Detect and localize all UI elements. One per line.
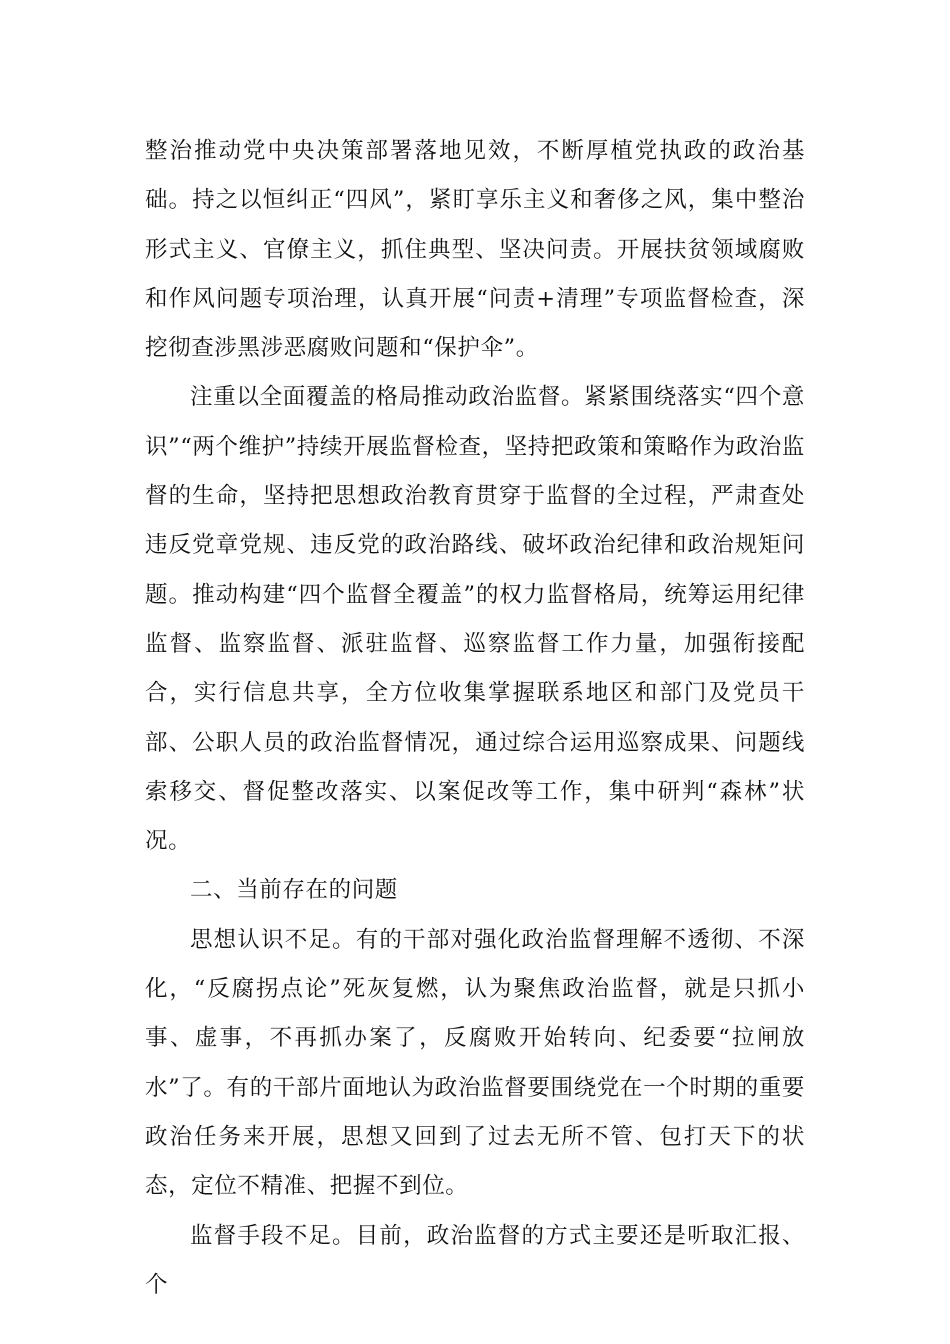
section-heading-current-problems: 二、当前存在的问题 — [190, 877, 398, 904]
paragraph-insufficient-means: 监督手段不足。目前，政治监督的方式主要还是听取汇报、个 — [145, 1222, 805, 1298]
paragraph-political-supervision: 注重以全面覆盖的格局推动政治监督。紧紧围绕落实“四个意识”“两个维护”持续开展监督检查，坚持把政策和策略作为政治监督的生命，坚持把思想政治教育贯穿于监督的全过程，严肃查处违反党章党规、违反党的政治路线、破坏政治纪律和政治规矩问题。推动构建“四个监督全覆盖”的权力监督格局，统筹运用纪律监督、监察监督、派驻监督、巡察监督工作力量，加强衔接配合，实行信息共享，全方位收集掌握联系地区和部门及党员干部、公职人员的政治监督情况，通过综合运用巡察成果、问题线索移交、督促整改落实、以案促改等工作，集中研判“森林”状况。 — [145, 384, 806, 855]
document-body — [145, 127, 805, 1310]
paragraph-continuation: 整治推动党中央决策部署落地见效，不断厚植党执政的政治基础。持之以恒纠正“四风”，紧盯享乐主义和奢侈之风，集中整治形式主义、官僚主义，抓住典型、坚决问责。开展扶贫领域腐败和作风问题专项治理，认真开展“问责+清理”专项监督检查，深挖彻查涉黑涉恶腐败问题和“保护伞”。 — [145, 138, 805, 362]
paragraph-insufficient-awareness: 思想认识不足。有的干部对强化政治监督理解不透彻、不深化，“反腐拐点论”死灰复燃，认为聚焦政治监督，就是只抓小事、虚事，不再抓办案了，反腐败开始转向、纪委要“拉闸放水”了。有的干部片面地认为政治监督要围绕党在一个时期的重要政治任务来开展，思想又回到了过去无所不管、包打天下的状态，定位不精准、把握不到位。 — [145, 926, 805, 1200]
